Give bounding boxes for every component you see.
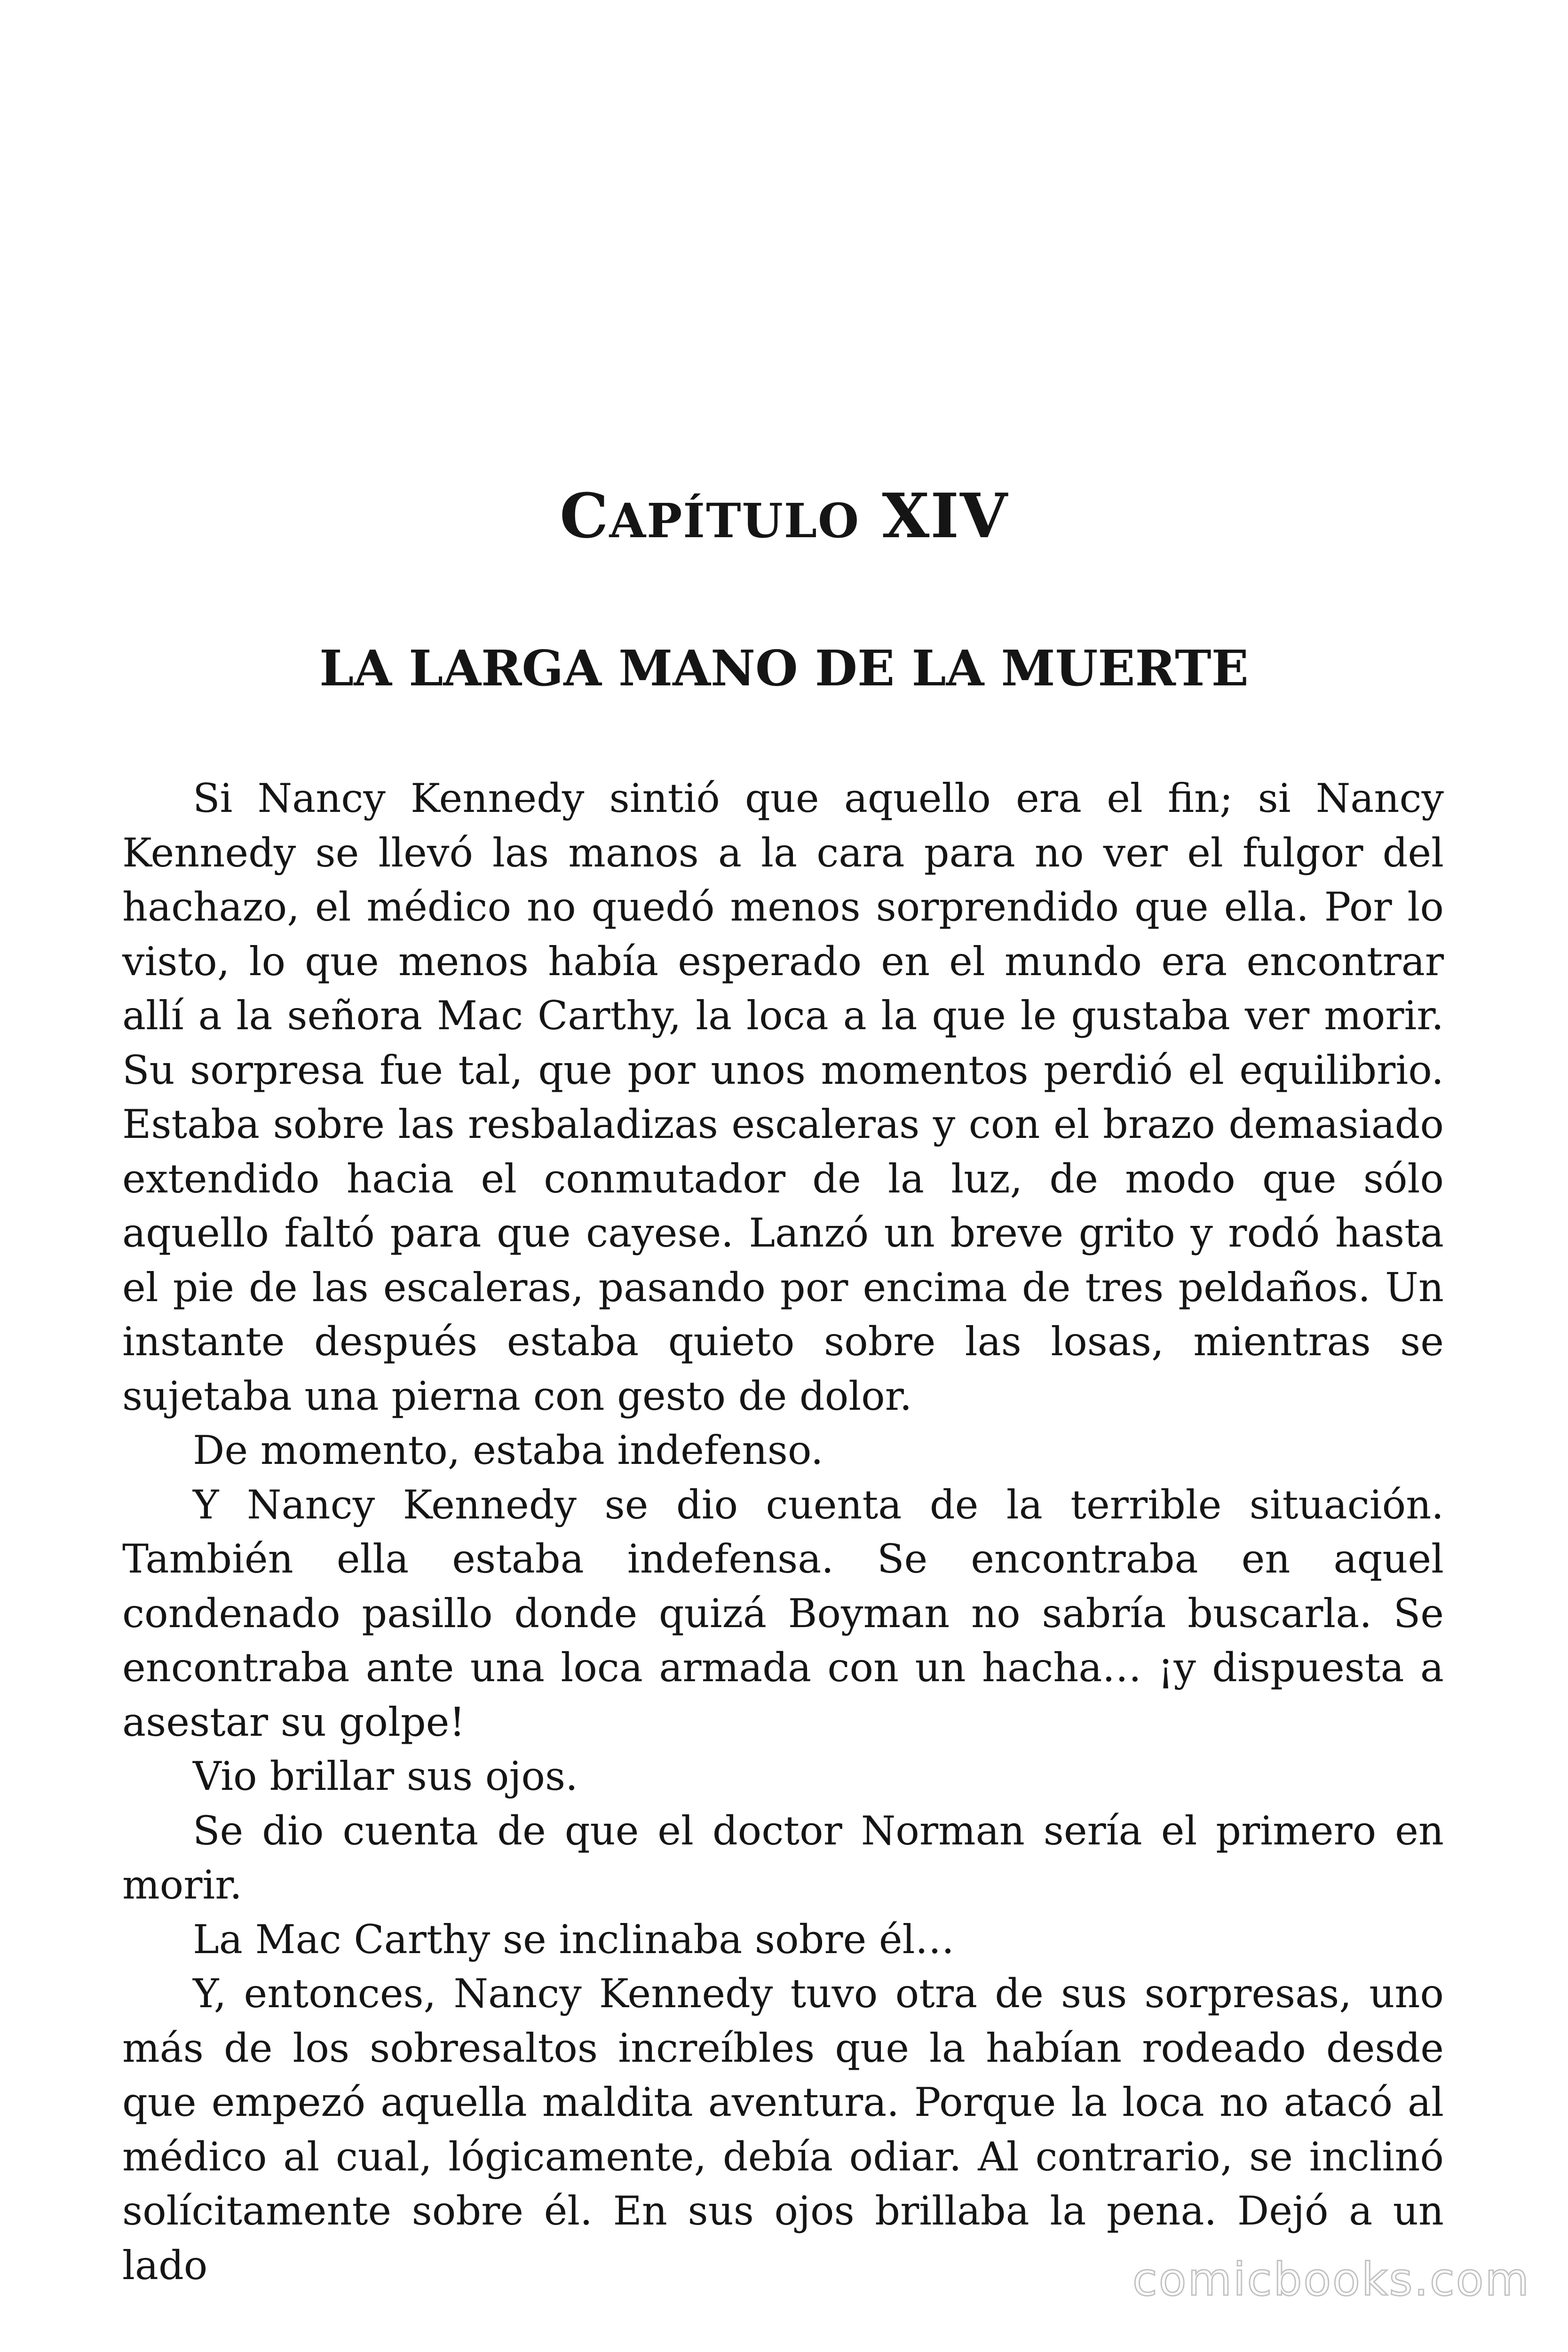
- chapter-body: [122, 771, 1444, 2293]
- chapter-title-small-caps: APÍTULO: [609, 493, 860, 549]
- paragraph: Y Nancy Kennedy se dio cuenta de la terrible situación. También ella estaba indefensa. Se encontraba en aquel condenado pasillo donde quizá Boyman no sabría buscarla. Se encontraba ante una loca armada con un hacha… ¡y dispuesta a asestar su golpe!: [122, 1481, 1444, 1745]
- paragraph: Si Nancy Kennedy sintió que aquello era el fin; si Nancy Kennedy se llevó las manos a la cara para no ver el fulgor del hachazo, el médico no quedó menos sorprendido que ella. Por lo visto, lo que menos había esperado en el mundo era encontrar allí a la señora Mac Carthy, la loca a la que le gustaba ver morir. Su sorpresa fue tal, que por unos momentos perdió el equilibrio. Estaba sobre las resbaladizas escaleras y con el brazo demasiado extendido hacia el conmutador de la luz, de modo que sólo aquello faltó para que cayese. Lanzó un breve grito y rodó hasta el pie de las escaleras, pasando por encima de tres peldaños. Un instante después estaba quieto sobre las losas, mientras se sujetaba una pierna con gesto de dolor.: [122, 775, 1444, 1419]
- chapter-title: [0, 478, 1568, 558]
- chapter-title-initial: C: [560, 480, 610, 552]
- paragraph: De momento, estaba indefenso.: [193, 1427, 824, 1473]
- paragraph: Se dio cuenta de que el doctor Norman sería el primero en morir.: [122, 1807, 1444, 1908]
- chapter-number: XIV: [882, 480, 1008, 552]
- watermark: comicbooks.com: [1132, 2253, 1530, 2306]
- chapter-subtitle: LA LARGA MANO DE LA MUERTE: [319, 639, 1249, 698]
- paragraph: La Mac Carthy se inclinaba sobre él…: [193, 1916, 955, 1963]
- paragraph: Vio brillar sus ojos.: [193, 1753, 578, 1799]
- paragraph: Y, entonces, Nancy Kennedy tuvo otra de sus sorpresas, uno más de los sobresaltos increíbles que la habían rodeado desde que empezó aquella maldita aventura. Porque la loca no atacó al médico al cual, lógicamente, debía odiar. Al contrario, se inclinó solícitamente sobre él. En sus ojos brillaba la pena. Dejó a un lado: [122, 1971, 1444, 2288]
